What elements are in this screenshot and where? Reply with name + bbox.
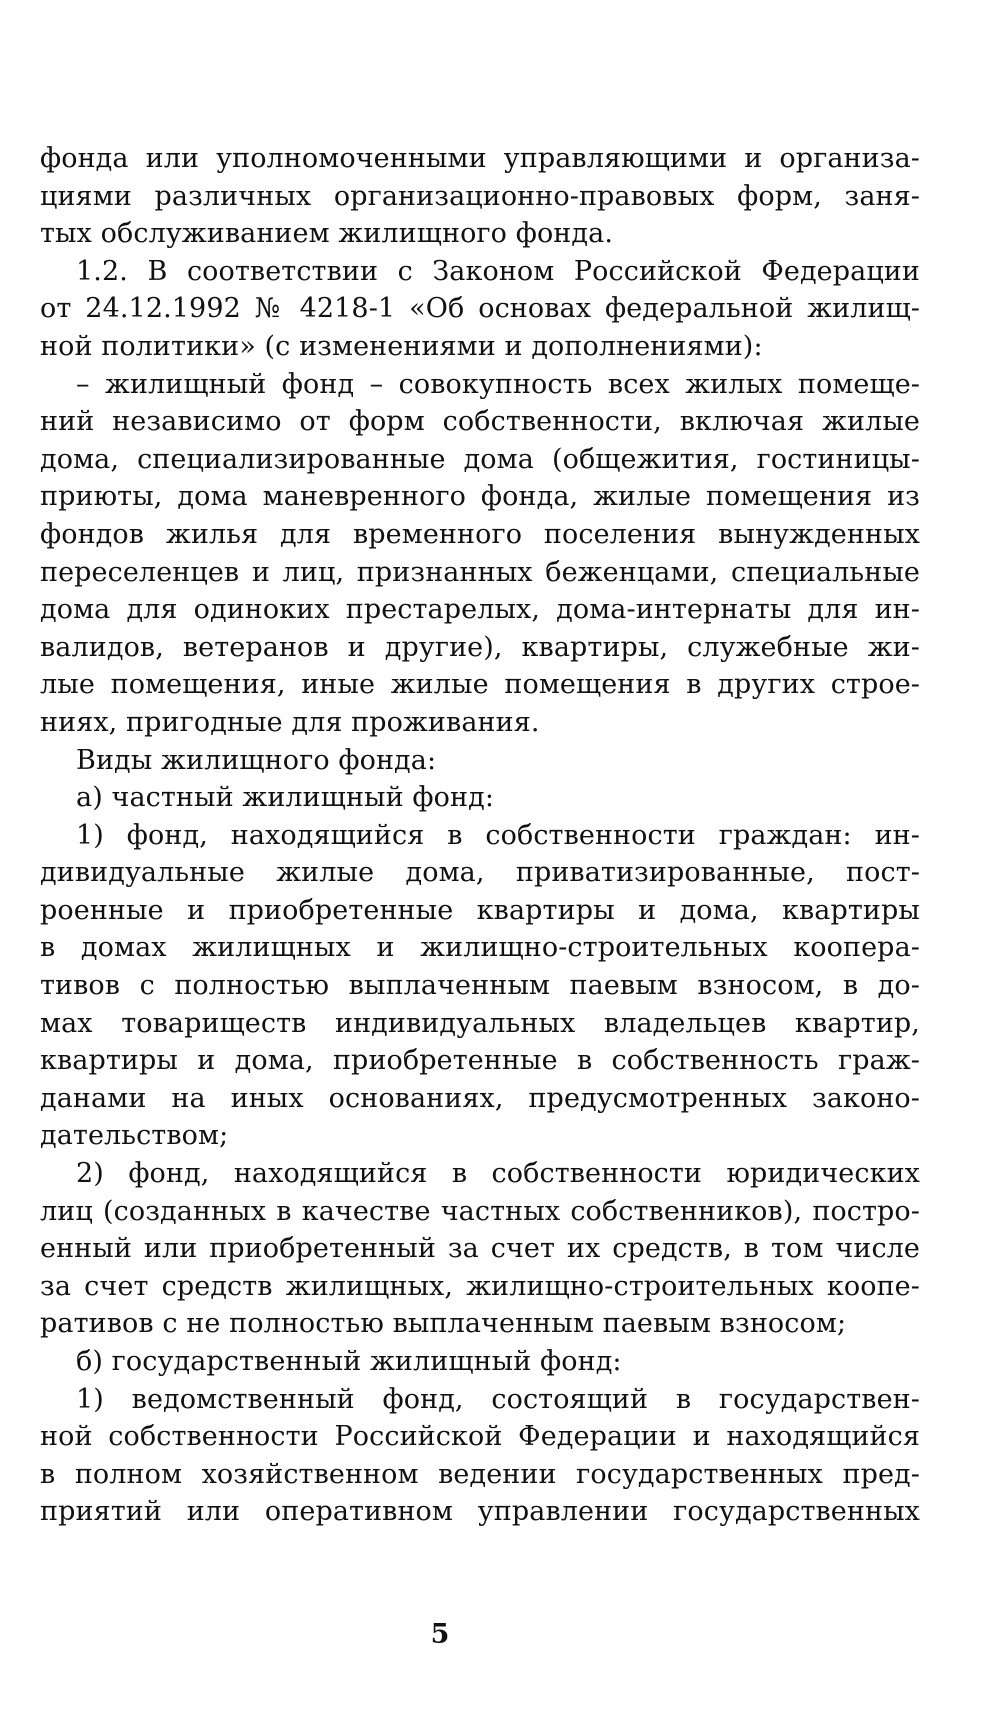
text-line: данами на иных основаниях, предусмотренных законо- [40, 1082, 920, 1114]
text-line: 1) фонд, находящийся в собственности граждан: ин- [76, 819, 920, 851]
text-line: б) государственный жилищный фонд: [76, 1346, 622, 1377]
text-line: – жилищный фонд – совокупность всех жилых помеще- [76, 368, 920, 400]
text-line: лые помещения, иные жилые помещения в других строе- [40, 669, 920, 701]
text-line: ративов с не полностью выплаченным паевым взносом; [40, 1308, 847, 1340]
text-line: мах товариществ индивидуальных владельцев квартир, [40, 1007, 920, 1039]
text-line: фондов жилья для временного поселения вынужденных [40, 518, 920, 550]
text-line: дательством; [40, 1120, 229, 1152]
text-line: ний независимо от форм собственности, включая жилые [40, 406, 920, 438]
text-line: а) частный жилищный фонд: [76, 782, 495, 814]
text-line: переселенцев и лиц, признанных беженцами, специальные [40, 556, 920, 588]
text-line: дома, специализированные дома (общежития, гостиницы- [40, 443, 920, 475]
text-line: приюты, дома маневренного фонда, жилые помещения из [40, 481, 920, 513]
text-line: дивидуальные жилые дома, приватизированные, пост- [40, 857, 920, 889]
text-line: циями различных организационно-правовых форм, заня- [40, 180, 920, 212]
text-line: ной политики» (с изменениями и дополнениями): [40, 330, 763, 362]
text-line: фонда или уполномоченными управляющими и организа- [40, 143, 920, 174]
text-line: в домах жилищных и жилищно-строительных коопера- [40, 932, 920, 964]
text-line: Виды жилищного фонда: [76, 744, 437, 776]
text-line: квартиры и дома, приобретенные в собственность граж- [40, 1045, 920, 1077]
body-text [40, 140, 920, 1531]
text-line: тивов с полностью выплаченным паевым взносом, в до- [40, 970, 920, 1002]
text-line: лиц (созданных в качестве частных собственников), постро- [40, 1195, 920, 1227]
text-line: 1.2. В соответствии с Законом Российской Федерации [76, 255, 920, 287]
page-number: 5 [430, 1619, 450, 1650]
text-line: ниях, пригодные для проживания. [40, 706, 540, 738]
text-line: 1) ведомственный фонд, состоящий в государствен- [76, 1383, 920, 1415]
text-line: ной собственности Российской Федерации и находящийся [40, 1421, 920, 1453]
text-line: дома для одиноких престарелых, дома-интернаты для ин- [40, 594, 920, 626]
text-line: от 24.12.1992 № 4218-1 «Об основах федеральной жилищ- [40, 293, 920, 325]
text-line: приятий или оперативном управлении государственных [40, 1496, 920, 1528]
text-line: 2) фонд, находящийся в собственности юридических [76, 1158, 920, 1190]
text-line: валидов, ветеранов и другие), квартиры, служебные жи- [40, 631, 920, 663]
text-line: в полном хозяйственном ведении государственных пред- [40, 1458, 920, 1490]
text-line: енный или приобретенный за счет их средств, в том числе [40, 1233, 920, 1265]
text-line: тых обслуживанием жилищного фонда. [40, 218, 613, 250]
text-line: за счет средств жилищных, жилищно-строительных коопе- [40, 1270, 920, 1302]
text-line: роенные и приобретенные квартиры и дома, квартиры [40, 894, 920, 926]
